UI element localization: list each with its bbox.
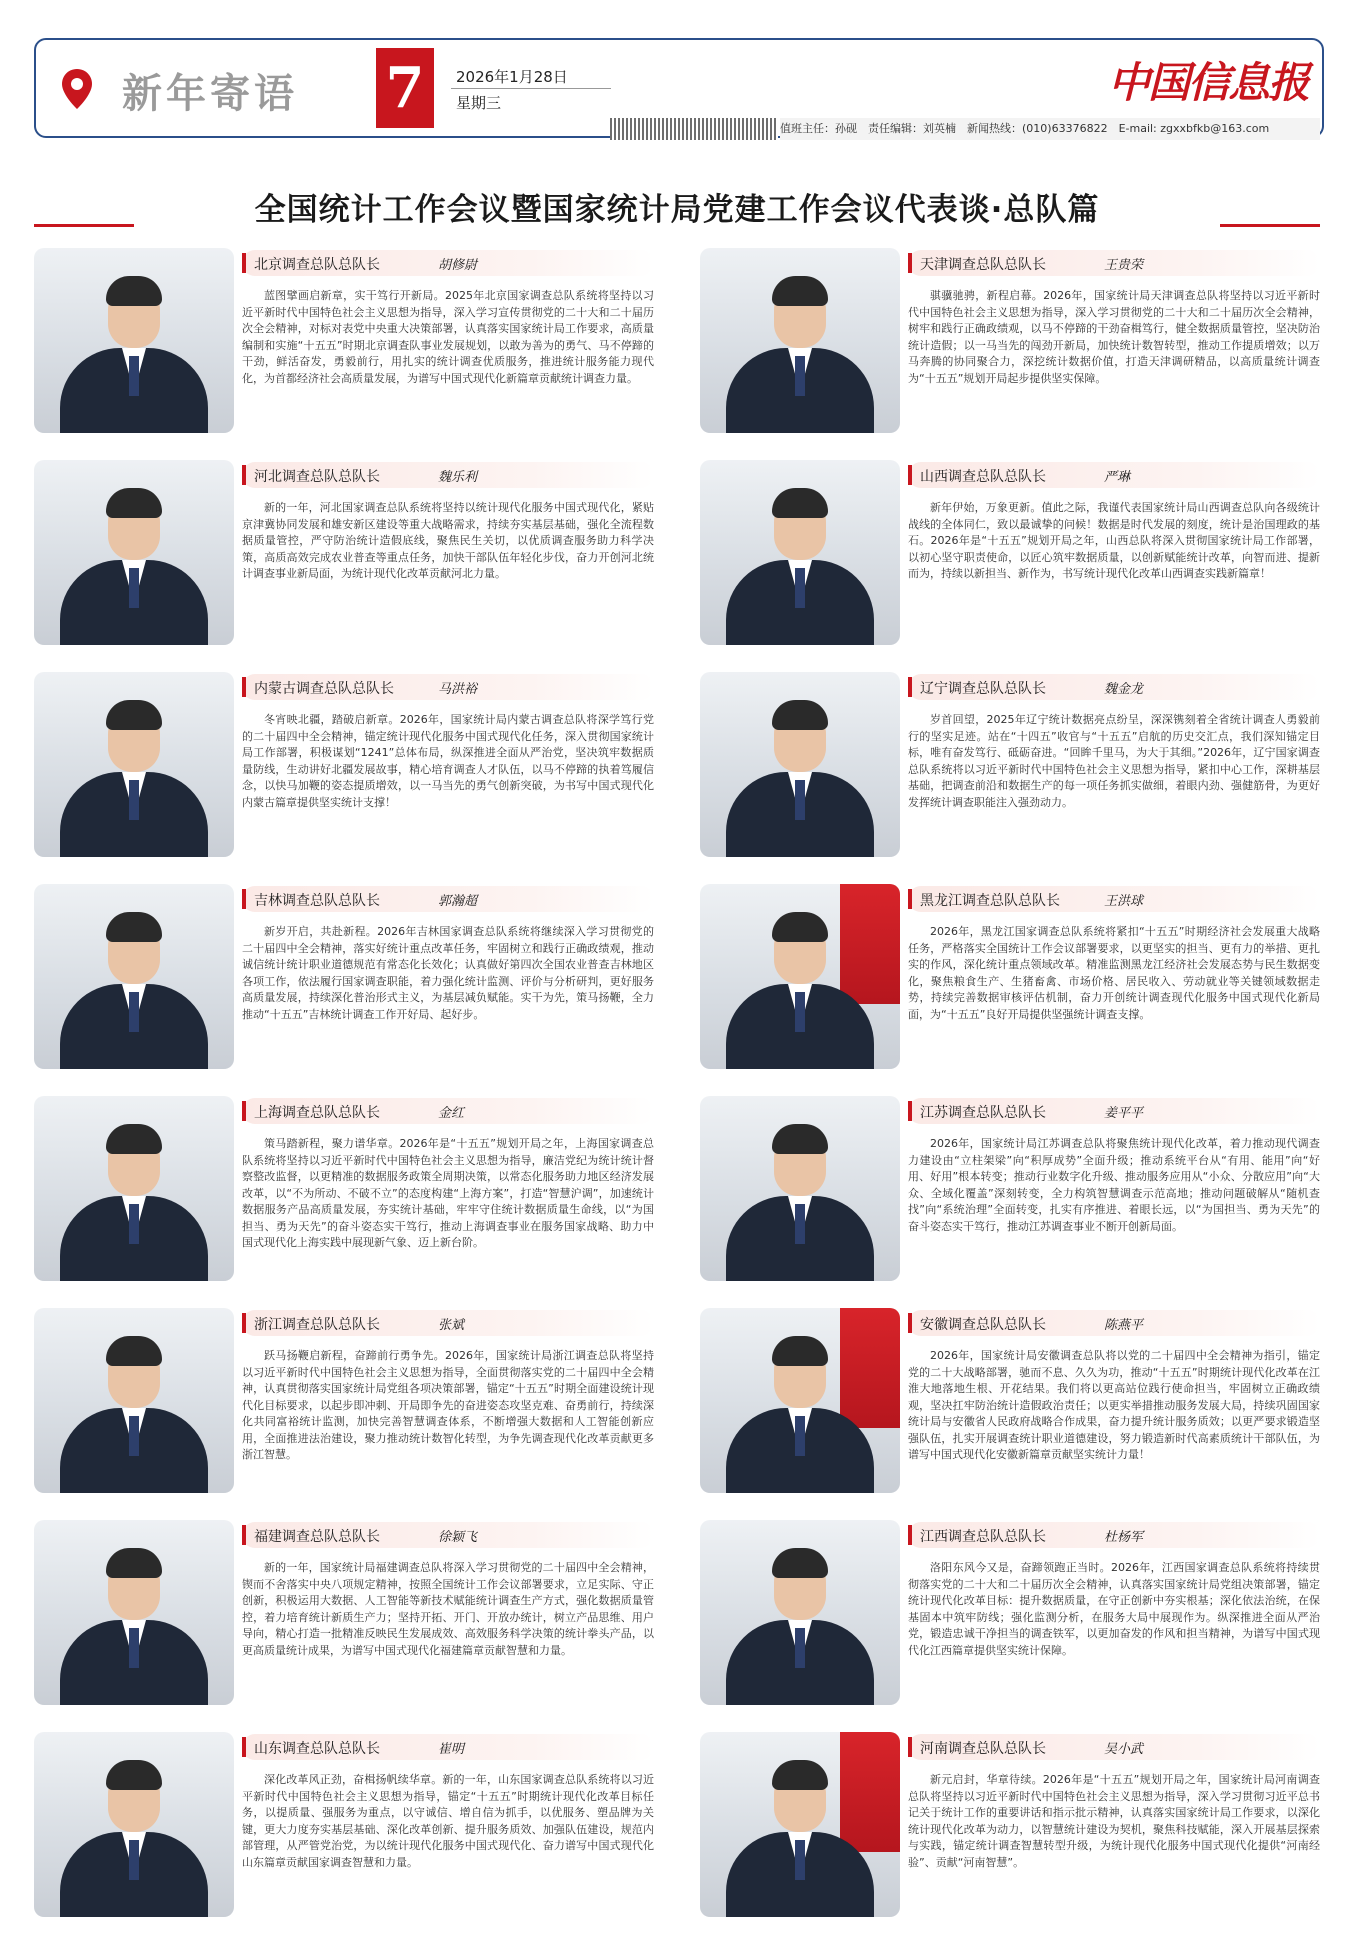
portrait-photo [34,1308,234,1493]
portrait-photo [700,1308,900,1493]
article-body: 洛阳东风今又是，奋蹄领跑正当时。2026年，江西国家调查总队系统将持续贯彻落实党的二十大和二十届历次全会精神，认真落实国家统计局党组决策部署，锚定统计现代化改革目标：提升数据质量，在守正创新中夯实根基；深化依法治统，在保基固本中筑牢防线；强化监测分析，在服务大局中展现作为。纵深推进全面从严治党，锻造忠诚干净担当的调查铁军，以更加奋发的作风和担当精神，为谱写中国式现代化江西篇章提供坚实统计保障。 [908,1561,1320,1657]
byline-person: 魏乐利 [438,470,478,485]
portrait-hair [772,912,828,942]
byline-office: 山西调查总队总队长 [920,469,1046,485]
byline-marker [908,465,912,485]
article-card [34,884,654,1084]
byline-person: 姜平平 [1104,1106,1144,1121]
location-pin-icon [60,68,94,110]
article-body: 新元启封，华章待续。2026年是“十五五”规划开局之年，国家统计局河南调查总队将坚持以习近平新时代中国特色社会主义思想为指导，深入学习贯彻习近平总书记关于统计工作的重要讲话和指示批示精神，认真落实国家统计局工作要求，以深化统计现代化改革为动力，以智慧统计建设为契机，聚焦科技赋能，深入开展基层探索与实践，锚定统计调查智慧转型升级，为统计现代化服务中国式现代化提供“河南经验”、贡献“河南智慧”。 [908,1773,1320,1869]
editor-credits: 值班主任：孙砚 责任编辑：刘英楠 新闻热线：(010)63376822 E-mail: zgxxbfkb@163.com [780,118,1320,140]
article-body: 2026年，黑龙江国家调查总队系统将紧扣“十五五”时期经济社会发展重大战略任务，严格落实全国统计工作会议部署要求，以更坚实的担当、更有力的举措、更扎实的作风，深化统计重点领域改革。精准监测黑龙江经济社会发展态势与民生数据变化，聚焦粮食生产、生猪畜禽、市场价格、居民收入、劳动就业等关键领域数据走势，持续完善数据审核评估机制，奋力开创统计调查现代化服务中国式现代化新局面，为“十五五”良好开局提供坚强统计调查支撑。 [908,925,1320,1021]
byline-person: 杜杨军 [1104,1530,1144,1545]
portrait-hair [106,1124,162,1154]
article-body: 2026年，国家统计局江苏调查总队将聚焦统计现代化改革，着力推动现代调查力建设由“立柱架梁”向“积厚成势”全面升级；推动系统平台从“有用、能用”向“好用、好用”根本转变；推动行业数字化升级、推动服务应用从“小众、分散应用”向“大众、全域化覆盖”深刻转变，全力构筑智慧调查示范高地；推动问题破解从“随机查找”向“系统治理”全面转变，扎实有序推进、着眼长远，以“为国担当、勇为天先”的奋斗姿态实干笃行，推动江苏调查事业不断开创新局面。 [908,1137,1320,1233]
portrait-photo [34,248,234,433]
byline-person: 胡修尉 [438,258,478,273]
portrait-tie [795,356,805,396]
portrait-tie [795,568,805,608]
byline-marker [908,889,912,909]
byline-office: 山东调查总队总队长 [254,1741,380,1757]
portrait-tie [129,780,139,820]
section-name: 新年寄语 [122,70,298,117]
article-card [700,884,1320,1084]
issue-date: 2026年1月28日 [456,68,568,86]
byline-person: 金红 [438,1106,465,1121]
byline-marker [242,1525,246,1545]
article-body: 2026年，国家统计局安徽调查总队将以党的二十届四中全会精神为指引，锚定党的二十大战略部署，驰而不息、久久为功，推动“十五五”时期统计现代化改革在江淮大地落地生根、开花结果。我们将以更高站位践行使命担当，牢固树立正确政绩观，坚决扛牢防治统计造假政治责任；以更实举措推动服务发展大局，持续巩固国家统计局与安徽省人民政府战略合作成果，奋力提升统计服务质效；以更严要求锻造坚强队伍，扎实开展调查统计职业道德建设，努力锻造新时代高素质统计干部队伍，为谱写中国式现代化安徽新篇章贡献坚实统计力量！ [908,1349,1320,1461]
byline-marker [908,1313,912,1333]
article-card [34,1732,654,1932]
portrait-photo [700,248,900,433]
byline-bar [242,250,654,276]
article-body: 蓝图擘画启新章，实干笃行开新局。2025年北京国家调查总队系统将坚持以习近平新时代中国特色社会主义思想为指导，深入学习宣传贯彻党的二十大和二十届历次全会精神，对标对表党中央重大决策部署，认真落实国家统计局工作要求，高质量编制和实施“十五五”时期北京调查队事业发展规划，以敢为善为的勇气、马不停蹄的干劲，鲜活奋发，勇毅前行，用扎实的统计调查优质服务，推进统计服务能力现代化，为首都经济社会高质量发展，为谱写中国式现代化新篇章贡献统计调查力量。 [242,289,654,385]
byline-bar [908,250,1320,276]
flag-backdrop [840,1308,900,1428]
portrait-photo [700,1732,900,1917]
article-body: 跃马扬鞭启新程，奋蹄前行勇争先。2026年，国家统计局浙江调查总队将坚持以习近平新时代中国特色社会主义思想为指导，全面贯彻落实党的二十届四中全会精神，认真贯彻落实国家统计局党组各项决策部署，锚定“十五五”时期全面建设统计现代化目标要求，以起步即冲刺、开局即争先的奋进姿态攻坚克难、奋勇前行，持续深化共同富裕统计监测，加快完善智慧调查体系，不断增强大数据和人工智能创新应用，全面推进法治建设，聚力推动统计数智化转型，为争先调查现代化改革贡献更多浙江智慧。 [242,1349,654,1461]
byline-bar [242,674,654,700]
article-card [34,460,654,660]
article-card [700,1308,1320,1508]
byline-office: 天津调查总队总队长 [920,257,1046,273]
byline-marker [908,1737,912,1757]
byline-bar [242,886,654,912]
page-title-bar [34,184,1320,230]
byline-marker [242,1101,246,1121]
portrait-photo [700,1096,900,1281]
byline-office: 北京调查总队总队长 [254,257,380,273]
page-number: 7 [376,48,434,128]
byline-person: 王贵荣 [1104,258,1144,273]
portrait-tie [795,992,805,1032]
byline-office: 黑龙江调查总队总队长 [920,893,1060,909]
byline-bar [908,462,1320,488]
byline-office: 江西调查总队总队长 [920,1529,1046,1545]
page-title: 全国统计工作会议暨国家统计局党建工作会议代表谈·总队篇 [254,192,1100,228]
article-body: 新年伊始，万象更新。值此之际，我谨代表国家统计局山西调查总队向各级统计战线的全体同仁，致以最诚挚的问候！数据是时代发展的刻度，统计是治国理政的基石。2026年是“十五五”规划开局之年，山西总队将深入贯彻国家统计局工作部署，以初心坚守职责使命，以匠心筑牢数据质量，以创新赋能统计改革，向智而进、提新而为，持续以新担当、新作为，书写统计现代化改革山西调查实践新篇章！ [908,501,1320,580]
portrait-hair [106,700,162,730]
portrait-hair [106,1336,162,1366]
byline-marker [908,1525,912,1545]
byline-office: 内蒙古调查总队总队长 [254,681,394,697]
portrait-photo [34,1520,234,1705]
byline-marker [242,889,246,909]
portrait-tie [795,1628,805,1668]
portrait-photo [700,884,900,1069]
byline-bar [908,674,1320,700]
byline-person: 张斌 [438,1318,465,1333]
byline-bar [908,1310,1320,1336]
byline-office: 福建调查总队总队长 [254,1529,380,1545]
portrait-hair [772,1336,828,1366]
byline-person: 郭瀚超 [438,894,478,909]
portrait-tie [129,1840,139,1880]
portrait-photo [700,460,900,645]
byline-person: 吴小武 [1104,1742,1144,1757]
byline-bar [242,1310,654,1336]
byline-marker [242,465,246,485]
portrait-photo [700,1520,900,1705]
byline-person: 马洪裕 [438,682,478,697]
byline-bar [242,1098,654,1124]
portrait-hair [772,276,828,306]
article-body: 深化改革风正劲，奋楫扬帆续华章。新的一年，山东国家调查总队系统将以习近平新时代中国特色社会主义思想为指导，锚定“十五五”时期统计现代化改革目标任务，以提质量、强服务为重点，以守诚信、增自信为抓手，以优服务、塑品牌为关键，更大力度夯实基层基础、深化改革创新、提升服务质效、加强队伍建设，规范内部管理，从严管党治党，为以统计现代化服务中国式现代化、奋力谱写中国式现代化山东篇章贡献国家调查智慧和力量。 [242,1773,654,1869]
portrait-hair [106,488,162,518]
article-body: 策马踏新程，聚力谱华章。2026年是“十五五”规划开局之年，上海国家调查总队系统将坚持以习近平新时代中国特色社会主义思想为指导，廉洁党纪为统计统计督察整改监督，以更精准的数据服务政策全周期决策，以常态化服务助力地区经济发展改革，以“不为所动、不破不立”的态度构建“上海方案”，打造“智慧沪调”，加速统计数据服务产品高质量发展，夯实统计基础，牢牢守住统计数据质量生命线，以“为国担当、勇为天先”的奋斗姿态实干笃行，推动上海调查事业在服务国家战略、助力中国式现代化上海实践中展现新气象、迈上新台阶。 [242,1137,654,1249]
portrait-hair [772,1760,828,1790]
article-body: 骐骥驰骋，新程启幕。2026年，国家统计局天津调查总队将坚持以习近平新时代中国特色社会主义思想为指导，深入学习贯彻党的二十大和二十届历次全会精神，树牢和践行正确政绩观，以马不停蹄的干劲奋楫笃行，健全数据质量管控，坚决防治统计造假；以一马当先的闯劲开新局，加快统计数智转型，推动工作提质增效；以万马奔腾的协同聚合力，深挖统计数据价值，打造天津调研精品，以高质量统计调查为“十五五”规划开局起步提供坚实保障。 [908,289,1320,385]
byline-office: 安徽调查总队总队长 [920,1317,1046,1333]
byline-office: 吉林调查总队总队长 [254,893,380,909]
byline-office: 上海调查总队总队长 [254,1105,380,1121]
portrait-tie [129,1204,139,1244]
byline-marker [908,677,912,697]
portrait-hair [772,700,828,730]
flag-backdrop [840,884,900,1004]
byline-person: 王洪球 [1104,894,1144,909]
article-card [700,672,1320,872]
article-body: 新的一年，国家统计局福建调查总队将深入学习贯彻党的二十届四中全会精神，锲而不舍落实中央八项规定精神，按照全国统计工作会议部署要求，立足实际、守正创新，积极运用大数据、人工智能等新技术赋能统计调查生产方式，强化数据质量管控，着力培育统计新质生产力；坚持开拓、开门、开放办统计，树立产品思维、用户导向，精心打造一批精准反映民生发展成效、高效服务科学决策的统计拳头产品，以更高质量统计成果，为谱写中国式现代化福建篇章贡献智慧和力量。 [242,1561,654,1657]
portrait-hair [106,912,162,942]
byline-bar [242,462,654,488]
byline-marker [908,1101,912,1121]
portrait-photo [34,672,234,857]
byline-office: 河北调查总队总队长 [254,469,380,485]
article-card [34,672,654,872]
article-card [700,248,1320,448]
byline-marker [242,1313,246,1333]
article-body: 岁首回望，2025年辽宁统计数据亮点纷呈，深深镌刻着全省统计调查人勇毅前行的坚实足迹。站在“十四五”收官与“十五五”启航的历史交汇点，我们深知锚定目标，唯有奋发笃行、砥砺奋进。“回眸千里马，为大于其细。”2026年，辽宁国家调查总队系统将以习近平新时代中国特色社会主义思想为指导，紧扣中心工作，深耕基层基础，把调查前沿和数据生产的每一项任务抓实做细，着眼内劲、强健筋骨，为更好发挥统计调查职能注入强劲动力。 [908,713,1320,809]
byline-office: 辽宁调查总队总队长 [920,681,1046,697]
portrait-tie [795,780,805,820]
byline-person: 崔明 [438,1742,465,1757]
byline-marker [242,677,246,697]
byline-bar [908,1522,1320,1548]
newspaper-logo: 中国信息报 [1107,58,1308,107]
issue-weekday: 星期三 [456,94,502,112]
article-body: 新的一年，河北国家调查总队系统将坚持以统计现代化服务中国式现代化，紧贴京津冀协同发展和雄安新区建设等重大战略需求，持续夯实基层基础，强化全流程数据质量管控，严守防治统计造假底线，聚焦民生关切，以优质调查服务助力科学决策，高质高效完成农业普查等重点任务，加快干部队伍年轻化步伐，奋力开创河北统计调查事业新局面，为统计现代化改革贡献河北力量。 [242,501,654,580]
article-card [34,1308,654,1508]
byline-office: 河南调查总队总队长 [920,1741,1046,1757]
portrait-photo [34,460,234,645]
byline-bar [908,1734,1320,1760]
byline-person: 严琳 [1104,470,1131,485]
portrait-hair [772,488,828,518]
portrait-tie [129,992,139,1032]
article-body: 冬宵映北疆，踏破启新章。2026年，国家统计局内蒙古调查总队将深学笃行党的二十届四中全会精神，锚定统计现代化服务中国式现代化任务，深入贯彻国家统计局工作部署，积极谋划“1241”总体布局，纵深推进全面从严治党，坚决筑牢数据质量防线，生动讲好北疆发展故事，精心培育调查人才队伍，以马不停蹄的执着笃履信念，以快马加鞭的姿态提质增效，以一马当先的勇气创新突破，为书写中国式现代化内蒙古篇章提供坚实统计支撑！ [242,713,654,809]
header-stripes [610,118,778,140]
byline-bar [242,1734,654,1760]
portrait-hair [772,1548,828,1578]
byline-office: 浙江调查总队总队长 [254,1317,380,1333]
portrait-tie [129,568,139,608]
portrait-tie [129,356,139,396]
portrait-hair [106,276,162,306]
byline-marker [242,1737,246,1757]
byline-bar [242,1522,654,1548]
portrait-hair [106,1548,162,1578]
byline-marker [242,253,246,273]
article-body: 新岁开启，共赴新程。2026年吉林国家调查总队系统将继续深入学习贯彻党的二十届四中全会精神，落实好统计重点改革任务，牢固树立和践行正确政绩观，推动诚信统计统计职业道德规范有常态化长效化；认真做好第四次全国农业普查吉林地区各项工作，依法履行国家调查职能，着力强化统计监测、评价与分析研判，更好服务高质量发展，持续深化普治形式主义，为基层减负赋能。实干为先，策马扬鞭，全力推动“十五五”吉林统计调查工作开好局、起好步。 [242,925,654,1021]
article-card [700,1520,1320,1720]
portrait-photo [34,1732,234,1917]
date-divider [451,88,611,89]
byline-person: 徐颖飞 [438,1530,478,1545]
portrait-hair [772,1124,828,1154]
article-card [700,460,1320,660]
portrait-tie [795,1840,805,1880]
portrait-tie [129,1416,139,1456]
byline-bar [908,1098,1320,1124]
article-card [700,1732,1320,1932]
article-card [34,1096,654,1296]
portrait-tie [795,1204,805,1244]
portrait-tie [129,1628,139,1668]
byline-person: 陈燕平 [1104,1318,1144,1333]
article-card [34,248,654,448]
portrait-photo [34,884,234,1069]
portrait-photo [34,1096,234,1281]
article-card [34,1520,654,1720]
article-card [700,1096,1320,1296]
byline-marker [908,253,912,273]
flag-backdrop [840,1732,900,1852]
byline-person: 魏金龙 [1104,682,1144,697]
byline-office: 江苏调查总队总队长 [920,1105,1046,1121]
byline-bar [908,886,1320,912]
portrait-tie [795,1416,805,1456]
portrait-photo [700,672,900,857]
portrait-hair [106,1760,162,1790]
